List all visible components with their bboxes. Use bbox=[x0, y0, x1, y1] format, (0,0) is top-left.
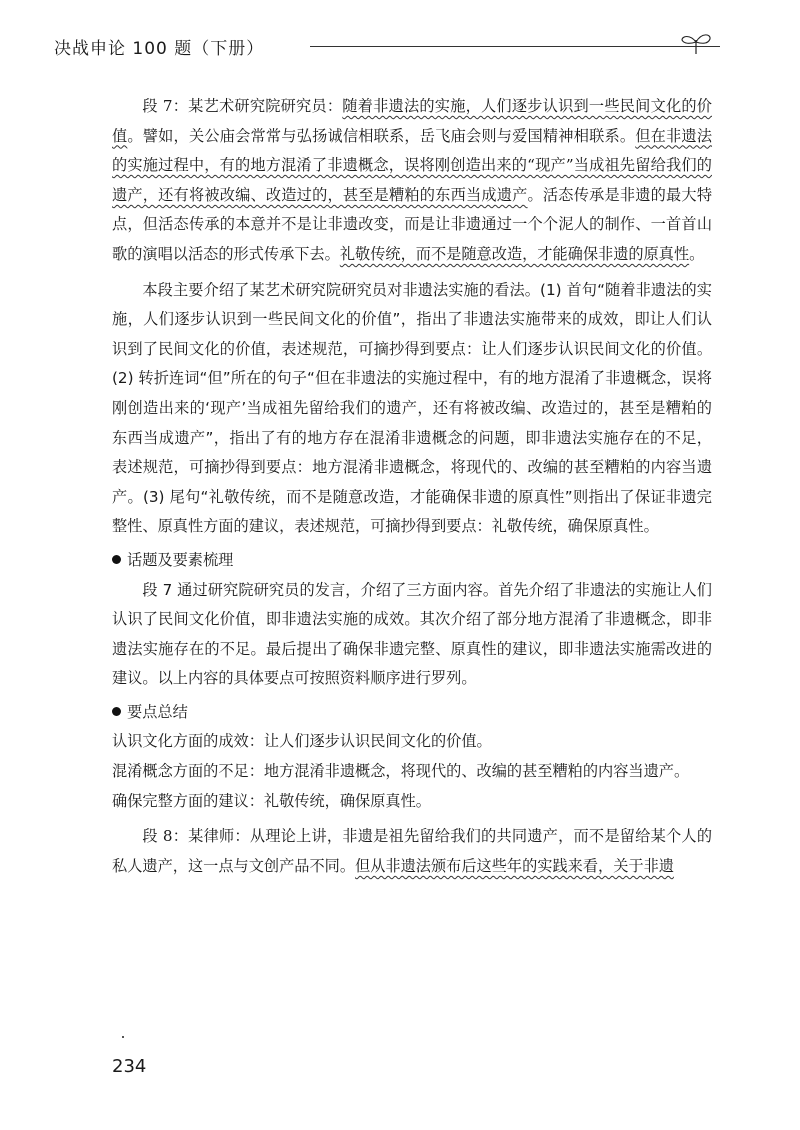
scan-dot bbox=[122, 1036, 124, 1038]
underlined-sentence: 但在非遗法的实施过程中，有的地方混淆了非遗概念，误将刚创造出来的“现产”当成祖先留给我们的遗产，还有将被改编、改造过的，甚至是糟粕的东西当成遗产 bbox=[112, 126, 713, 204]
sprout-icon bbox=[678, 30, 714, 60]
bullet-icon bbox=[112, 707, 121, 716]
source-paragraph-8 bbox=[112, 822, 712, 881]
book-title: 决战申论 100 题（下册） bbox=[54, 39, 265, 59]
topic-heading bbox=[112, 546, 712, 576]
sentence: 。譬如，关公庙会常常与弘扬诚信相联系，岳飞庙会则与爱国精神相联系。 bbox=[127, 126, 636, 145]
underlined-sentence: 随着非遗法的实施，人们逐步认识到一些民间文化的价值 bbox=[112, 97, 712, 145]
paragraph-label: 段 7：某艺术研究院研究员： bbox=[142, 97, 343, 115]
analysis-paragraph: 本段主要介绍了某艺术研究院研究员对非遗法实施的看法。(1) 首句“随着非遗法的实施，人们逐步认识到一些民间文化的价值”，指出了非遗法实施带来的成效，即让人们认识到了民间文化的价值，表述规范，可摘抄得到要点：让人们逐步认识民间文化的价值。(2) 转折连词“但”所在的句子“但在非遗法的实施过程中，有的地方混淆了非遗概念，误将刚创造出来的‘现产’当成祖先留给我们的遗产，还有将被改编、改造过的，甚至是糟粕的东西当成遗产”，指出了有的地方存在混淆非遗概念的问题，即非遗法实施存在的不足，表述规范，可摘抄得到要点：地方混淆非遗概念，将现代的、改编的甚至糟粕的内容当遗产。(3) 尾句“礼敬传统，而不是随意改造，才能确保非遗的原真性”则指出了保证非遗完整性、原真性方面的建议，表述规范，可摘抄得到要点：礼敬传统，确保原真性。 bbox=[112, 280, 712, 536]
summary-heading bbox=[112, 698, 712, 728]
source-paragraph-7 bbox=[112, 92, 712, 270]
bullet-icon bbox=[112, 555, 121, 564]
underlined-sentence: 但从非遗法颁布后这些年的实践来看，关于非遗 bbox=[355, 856, 674, 875]
summary-heading-text: 要点总结 bbox=[127, 702, 188, 721]
underlined-sentence: 礼敬传统，而不是随意改造，才能确保非遗的原真性 bbox=[339, 244, 690, 263]
sentence: 从理论上讲，非遗是祖先留给我们的共同遗产，而不是留给某个人的私人遗产，这一点与文创产品不同。 bbox=[112, 827, 713, 875]
topic-heading-text: 话题及要素梳理 bbox=[127, 550, 234, 569]
sentence: 。 bbox=[689, 244, 705, 263]
sentence: 。活态传承是非遗的最大特点，但活态传承的本意并不是让非遗改变，而是让非遗通过一个个泥人的制作、一首首山歌的演唱以活态的形式传承下去。 bbox=[112, 185, 713, 263]
page-number: 234 bbox=[112, 1056, 147, 1077]
paragraph-label: 段 8：某律师： bbox=[142, 827, 250, 846]
page-body bbox=[112, 92, 712, 881]
summary-item: 混淆概念方面的不足：地方混淆非遗概念，将现代的、改编的甚至糟粕的内容当遗产。 bbox=[112, 762, 690, 781]
header-rule bbox=[310, 46, 720, 47]
summary-item: 确保完整方面的建议：礼敬传统，确保原真性。 bbox=[112, 791, 431, 810]
summary-item: 认识文化方面的成效：让人们逐步认识民间文化的价值。 bbox=[112, 732, 492, 751]
running-header bbox=[40, 30, 720, 62]
topic-paragraph: 段 7 通过研究院研究员的发言，介绍了三方面内容。首先介绍了非遗法的实施让人们认识了民间文化价值，即非遗法实施的成效。其次介绍了部分地方混淆了非遗概念，即非遗法实施存在的不足。最后提出了确保非遗完整、原真性的建议，即非遗法实施需改进的建议。以上内容的具体要点可按照资料顺序进行罗列。 bbox=[112, 580, 712, 688]
